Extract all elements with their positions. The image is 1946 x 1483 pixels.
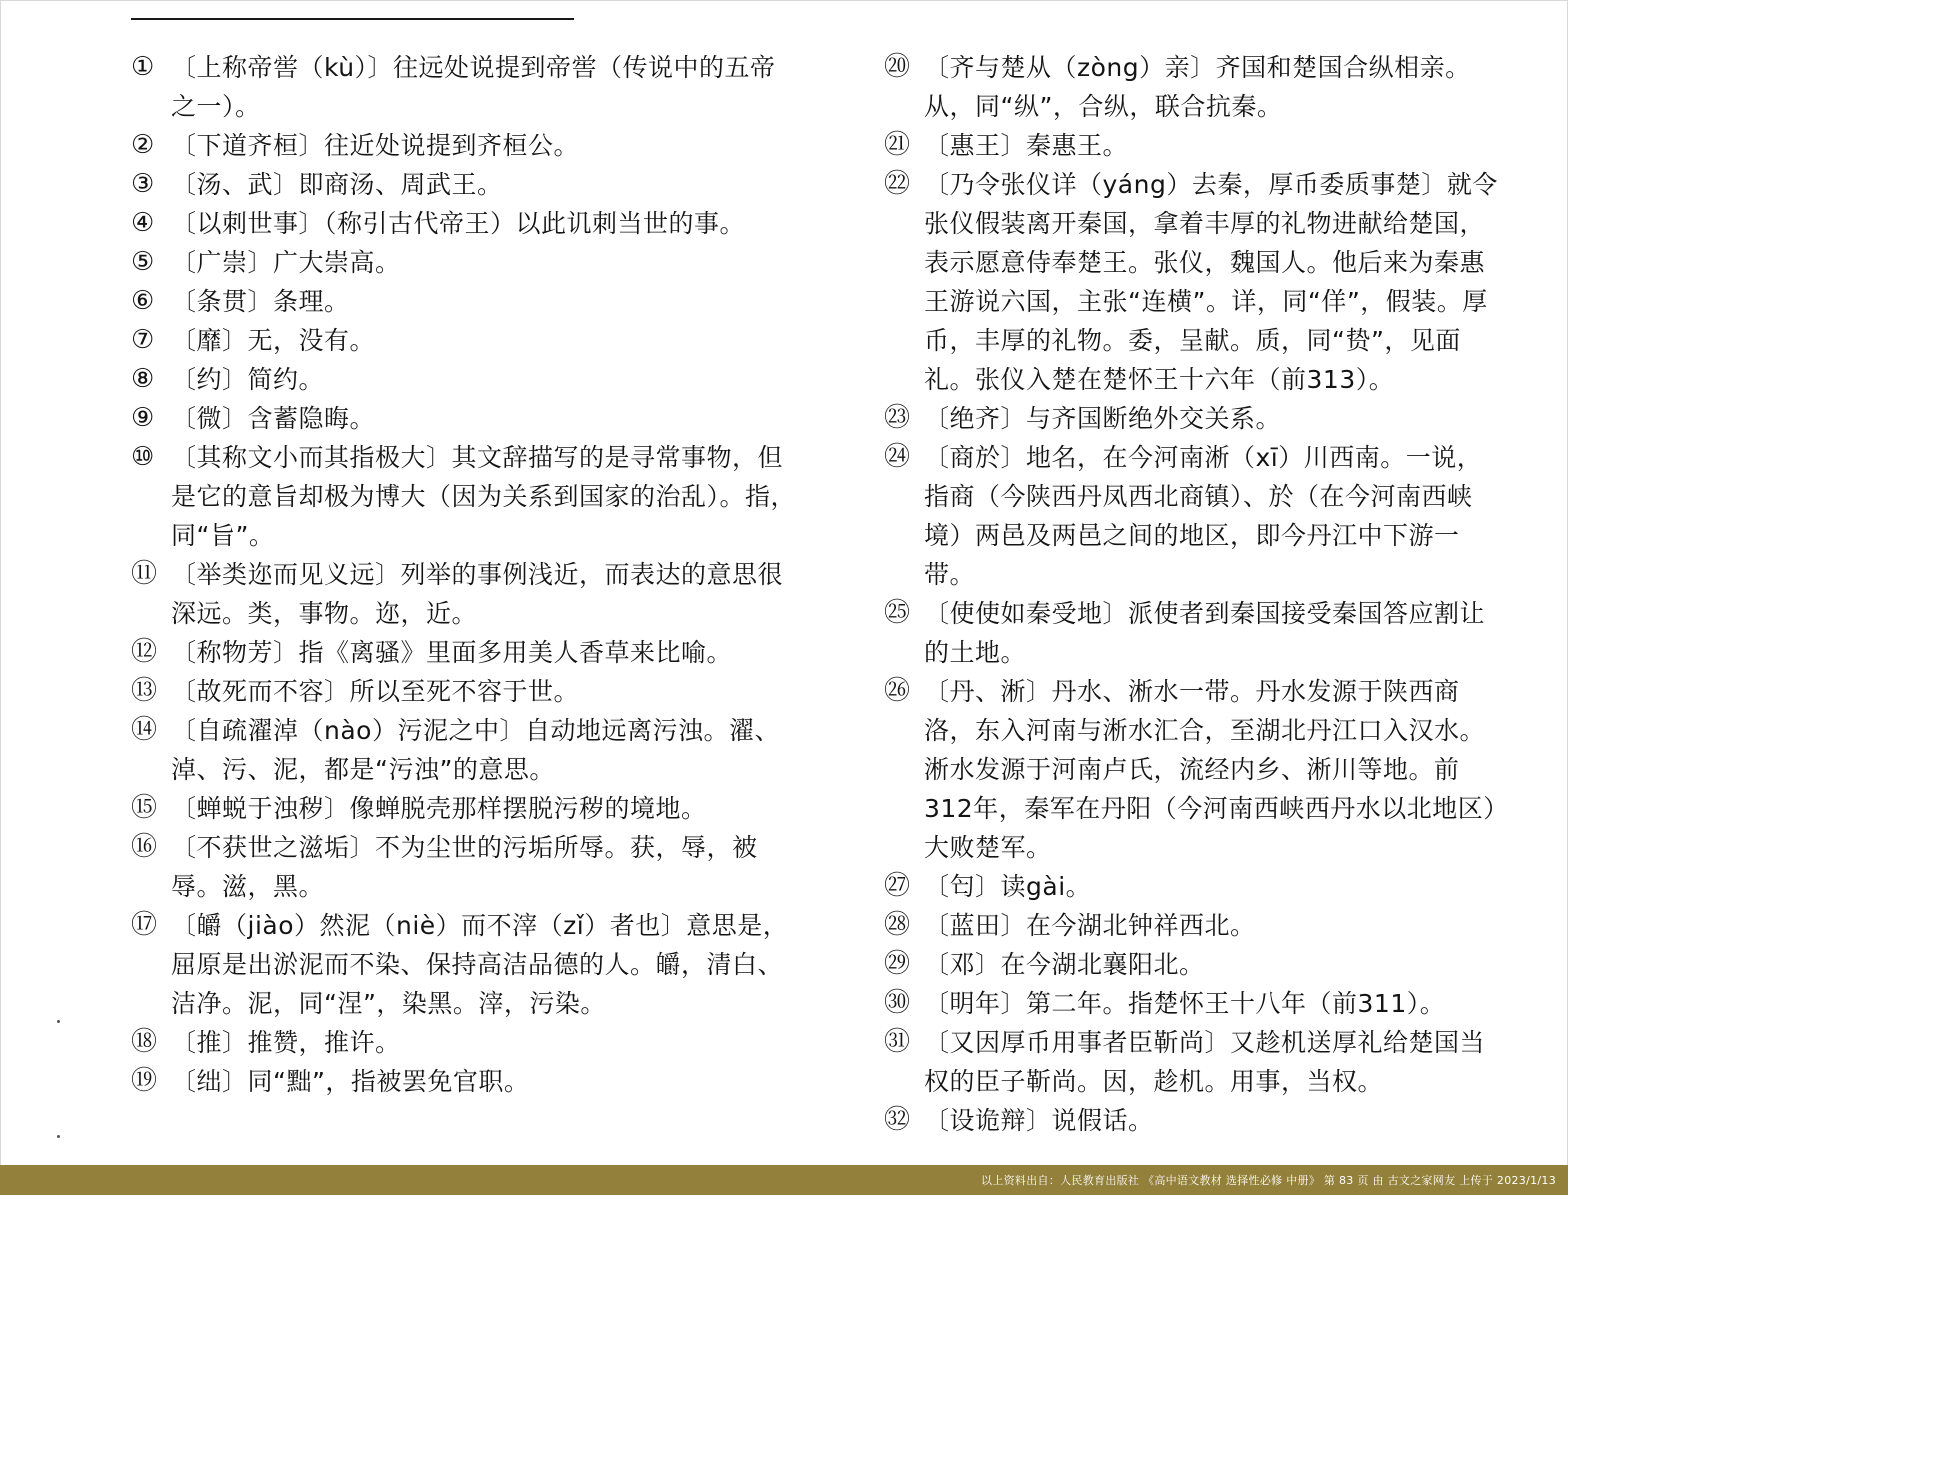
note-text: 〔条贯〕条理。	[171, 287, 350, 316]
note-number: ㉓	[884, 403, 911, 433]
note-number: ⑦	[131, 325, 155, 355]
note-number: ⑬	[131, 676, 158, 706]
note-text: 〔明年〕第二年。指楚怀王十八年（前311）。	[924, 989, 1446, 1018]
annotation-note	[131, 711, 801, 789]
note-text: 〔皭（jiào）然泥（niè）而不滓（zǐ）者也〕意思是，屈原是出淤泥而不染、保持高洁品德的人。皭，清白、洁净。泥，同“涅”，染黑。滓，污染。	[171, 911, 789, 1018]
note-number: ⑯	[131, 832, 158, 862]
annotation-note	[884, 672, 1499, 867]
annotation-note	[131, 165, 801, 204]
note-text: 〔蝉蜕于浊秽〕像蝉脱壳那样摆脱污秽的境地。	[171, 794, 707, 823]
annotation-note	[131, 243, 801, 282]
annotation-note	[131, 438, 801, 555]
note-text: 〔乃令张仪详（yáng）去秦，厚币委质事楚〕就令张仪假装离开秦国，拿着丰厚的礼物进献给楚国，表示愿意侍奉楚王。张仪，魏国人。他后来为秦惠王游说六国，主张“连横”。详，同“佯”，假装。厚币，丰厚的礼物。委，呈献。质，同“贽”，见面礼。张仪入楚在楚怀王十六年（前313）。	[924, 170, 1498, 394]
note-number: ㉒	[884, 169, 911, 199]
source-credit: 以上资料出自：人民教育出版社 《高中语文教材 选择性必修 中册》 第 83 页 由 古文之家网友 上传于 2023/1/13	[981, 1174, 1556, 1187]
annotation-note	[884, 594, 1499, 672]
annotation-note	[884, 126, 1499, 165]
note-text: 〔举类迩而见义远〕列举的事例浅近，而表达的意思很深远。类，事物。迩，近。	[171, 560, 784, 628]
annotation-note	[884, 867, 1499, 906]
note-number: ⑲	[131, 1066, 158, 1096]
note-text: 〔使使如秦受地〕派使者到秦国接受秦国答应割让的土地。	[924, 599, 1486, 667]
note-text: 〔称物芳〕指《离骚》里面多用美人香草来比喻。	[171, 638, 733, 667]
note-number: ㉔	[884, 442, 911, 472]
note-text: 〔绝齐〕与齐国断绝外交关系。	[924, 404, 1282, 433]
note-number: ㉑	[884, 130, 911, 160]
note-number: ③	[131, 169, 155, 199]
annotation-note	[884, 438, 1499, 594]
note-text: 〔不获世之滋垢〕不为尘世的污垢所辱。获，辱，被辱。滋，黑。	[171, 833, 758, 901]
note-text: 〔微〕含蓄隐晦。	[171, 404, 376, 433]
note-text: 〔蓝田〕在今湖北钟祥西北。	[924, 911, 1256, 940]
note-text: 〔推〕推赞，推许。	[171, 1028, 401, 1057]
note-number: ⑳	[884, 52, 911, 82]
note-number: ㉚	[884, 988, 911, 1018]
note-text: 〔约〕简约。	[171, 365, 325, 394]
notes-column-right	[884, 48, 1499, 1140]
annotation-note	[131, 906, 801, 1023]
note-text: 〔上称帝喾（kù）〕往远处说提到帝喾（传说中的五帝之一）。	[171, 53, 776, 121]
annotation-note	[131, 126, 801, 165]
annotation-note	[884, 48, 1499, 126]
annotation-note	[131, 48, 801, 126]
note-number: ②	[131, 130, 155, 160]
annotation-note	[884, 945, 1499, 984]
annotation-note	[884, 165, 1499, 399]
annotation-note	[131, 789, 801, 828]
note-text: 〔设诡辩〕说假话。	[924, 1106, 1154, 1135]
annotation-note	[884, 399, 1499, 438]
note-number: ⑩	[131, 442, 155, 472]
annotation-note	[884, 984, 1499, 1023]
note-text: 〔故死而不容〕所以至死不容于世。	[171, 677, 580, 706]
note-text: 〔其称文小而其指极大〕其文辞描写的是寻常事物，但是它的意旨却极为博大（因为关系到国家的治乱）。指，同“旨”。	[171, 443, 797, 550]
note-text: 〔自疏濯淖（nào）污泥之中〕自动地远离污浊。濯、淖、污、泥，都是“污浊”的意思。	[171, 716, 780, 784]
note-number: ①	[131, 52, 155, 82]
note-text: 〔绌〕同“黜”，指被罢免官职。	[171, 1067, 530, 1096]
note-number: ⑤	[131, 247, 155, 277]
annotation-note	[131, 1023, 801, 1062]
note-number: ㉖	[884, 676, 911, 706]
note-number: ⑰	[131, 910, 158, 940]
note-text: 〔以刺世事〕（称引古代帝王）以此讥刺当世的事。	[171, 209, 746, 238]
annotation-note	[884, 1023, 1499, 1101]
scan-speck	[57, 1020, 60, 1023]
note-number: ㉙	[884, 949, 911, 979]
notes-column-left	[131, 48, 801, 1101]
note-number: ⑥	[131, 286, 155, 316]
note-text: 〔丹、淅〕丹水、淅水一带。丹水发源于陕西商洛，东入河南与淅水汇合，至湖北丹江口入汉水。淅水发源于河南卢氏，流经内乡、淅川等地。前312年，秦军在丹阳（今河南西峡西丹水以北地区）大败楚军。	[924, 677, 1497, 862]
note-text: 〔匄〕读gài。	[924, 872, 1092, 901]
note-text: 〔又因厚币用事者臣靳尚〕又趁机送厚礼给楚国当权的臣子靳尚。因，趁机。用事，当权。	[924, 1028, 1486, 1096]
note-number: ⑨	[131, 403, 155, 433]
annotation-note	[131, 555, 801, 633]
annotation-note	[131, 1062, 801, 1101]
note-text: 〔靡〕无，没有。	[171, 326, 376, 355]
annotation-note	[131, 672, 801, 711]
annotation-note	[131, 282, 801, 321]
top-rule	[131, 18, 574, 20]
annotation-note	[131, 204, 801, 243]
annotation-note	[131, 360, 801, 399]
note-text: 〔汤、武〕即商汤、周武王。	[171, 170, 503, 199]
note-text: 〔惠王〕秦惠王。	[924, 131, 1129, 160]
note-number: ⑪	[131, 559, 158, 589]
note-number: ⑫	[131, 637, 158, 667]
note-number: ㉘	[884, 910, 911, 940]
annotation-note	[131, 633, 801, 672]
note-number: ⑮	[131, 793, 158, 823]
source-footer-bar	[0, 1165, 1568, 1195]
annotation-note	[131, 828, 801, 906]
note-number: ④	[131, 208, 155, 238]
note-text: 〔商於〕地名，在今河南淅（xī）川西南。一说，指商（今陕西丹凤西北商镇）、於（在今河南西峡境）两邑及两邑之间的地区，即今丹江中下游一带。	[924, 443, 1483, 589]
annotation-note	[131, 321, 801, 360]
note-number: ㉛	[884, 1027, 911, 1057]
note-text: 〔邓〕在今湖北襄阳北。	[924, 950, 1205, 979]
note-text: 〔广崇〕广大崇高。	[171, 248, 401, 277]
annotation-note	[131, 399, 801, 438]
note-number: ⑭	[131, 715, 158, 745]
note-number: ㉗	[884, 871, 911, 901]
note-number: ⑧	[131, 364, 155, 394]
note-number: ㉜	[884, 1105, 911, 1135]
note-text: 〔齐与楚从（zòng）亲〕齐国和楚国合纵相亲。从，同“纵”，合纵，联合抗秦。	[924, 53, 1471, 121]
note-number: ⑱	[131, 1027, 158, 1057]
note-text: 〔下道齐桓〕往近处说提到齐桓公。	[171, 131, 580, 160]
scan-speck	[57, 1135, 60, 1138]
annotation-note	[884, 906, 1499, 945]
note-number: ㉕	[884, 598, 911, 628]
annotation-note	[884, 1101, 1499, 1140]
